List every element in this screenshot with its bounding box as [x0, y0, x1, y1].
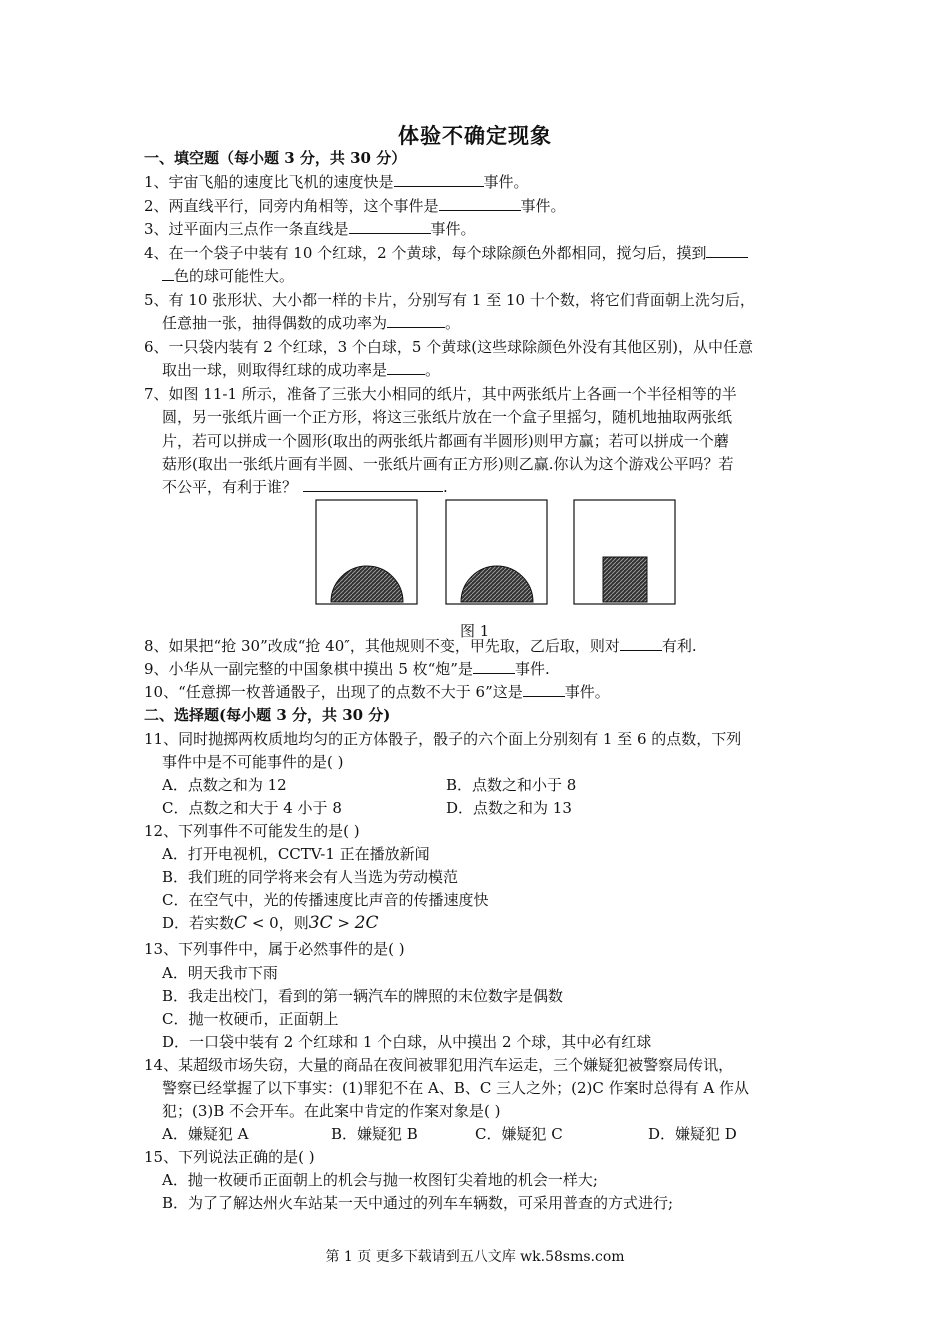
option-d[interactable]: D．点数之和为 13: [446, 799, 572, 817]
option-b[interactable]: B．为了了解达州火车站某一天中通过的列车车辆数，可采用普查的方式进行;: [162, 1194, 674, 1212]
option-a[interactable]: A．明天我市下雨: [162, 964, 278, 982]
question-9: 9、小华从一副完整的中国象棋中摸出 5 枚“炮”是 事件.: [144, 660, 550, 678]
question-3: 3、过平面内三点作一条直线是 事件。: [144, 220, 476, 238]
question-5-cont: 任意抽一张，抽得偶数的成功率为 。: [162, 314, 461, 332]
answer-blank[interactable]: [349, 219, 431, 234]
option-a[interactable]: A．打开电视机，CCTV-1 正在播放新闻: [162, 845, 430, 863]
question-12: 12、下列事件不可能发生的是( ): [144, 822, 360, 840]
question-7-line3: 片，若可以拼成一个圆形(取出的两张纸片都画有半圆形)则甲方赢；若可以拼成一个蘑: [162, 432, 729, 450]
question-13: 13、下列事件中，属于必然事件的是( ): [144, 940, 405, 958]
option-c[interactable]: C．点数之和大于 4 小于 8: [162, 799, 342, 817]
option-c[interactable]: C．嫌疑犯 C: [475, 1125, 563, 1143]
option-d[interactable]: D．若实数C < 0，则3C > 2C: [162, 913, 379, 933]
option-d[interactable]: D．一口袋中装有 2 个红球和 1 个白球，从中摸出 2 个球，其中必有红球: [162, 1033, 652, 1051]
option-c[interactable]: C．在空气中，光的传播速度比声音的传播速度快: [162, 891, 489, 909]
question-5: 5、有 10 张形状、大小都一样的卡片，分别写有 1 至 10 十个数，将它们背面朝上洗匀后，: [144, 291, 755, 309]
question-14-line3: 犯；(3)B 不会开车。在此案中肯定的作案对象是( ): [162, 1102, 501, 1120]
answer-blank[interactable]: [387, 360, 425, 375]
question-7-line5: 不公平，有利于谁？ .: [162, 478, 448, 496]
question-10: 10、“任意掷一枚普通骰子，出现了的点数不大于 6”这是 事件。: [144, 683, 610, 701]
card-semicircle-1: [316, 500, 417, 604]
answer-blank[interactable]: [387, 313, 445, 328]
question-11-cont: 事件中是不可能事件的是( ): [162, 753, 344, 771]
question-6-cont: 取出一球，则取得红球的成功率是 。: [162, 361, 441, 379]
option-a[interactable]: A．点数之和为 12: [162, 776, 287, 794]
card-semicircle-2: [446, 500, 547, 604]
answer-blank[interactable]: [394, 172, 484, 187]
question-1: 1、宇宙飞船的速度比飞机的速度快是 事件。: [144, 173, 529, 191]
card-square: [574, 500, 675, 604]
question-4: 4、在一个袋子中装有 10 个红球，2 个黄球，每个球除颜色外都相同，搅匀后，摸到: [144, 243, 748, 263]
question-7-line2: 圆，另一张纸片画一个正方形，将这三张纸片放在一个盒子里摇匀，随机地抽取两张纸: [162, 408, 733, 426]
question-14: 14、某超级市场失窃，大量的商品在夜间被罪犯用汽车运走，三个嫌疑犯被警察局传讯，: [144, 1056, 734, 1074]
option-d[interactable]: D．嫌疑犯 D: [648, 1125, 737, 1143]
question-7: 7、如图 11-1 所示，准备了三张大小相同的纸片，其中两张纸片上各画一个半径相等的半: [144, 385, 737, 403]
question-2: 2、两直线平行，同旁内角相等，这个事件是 事件。: [144, 197, 566, 215]
figure-caption: 图 1: [460, 622, 490, 640]
answer-blank[interactable]: [303, 477, 443, 492]
option-a[interactable]: A．抛一枚硬币正面朝上的机会与抛一枚图钉尖着地的机会一样大;: [162, 1171, 598, 1189]
answer-blank[interactable]: [706, 243, 748, 258]
page-title: 体验不确定现象: [398, 123, 552, 148]
option-b[interactable]: B．我走出校门，看到的第一辆汽车的牌照的末位数字是偶数: [162, 987, 564, 1005]
figure-paper-cards: [300, 498, 690, 610]
answer-blank[interactable]: [473, 659, 515, 674]
option-b[interactable]: B．点数之和小于 8: [446, 776, 577, 794]
answer-blank[interactable]: [620, 636, 662, 651]
question-6: 6、一只袋内装有 2 个红球，3 个白球，5 个黄球(这些球除颜色外没有其他区别)，从中任意: [144, 338, 753, 356]
option-a[interactable]: A．嫌疑犯 A: [162, 1125, 249, 1143]
section1-heading: 一、填空题（每小题 3 分，共 30 分）: [144, 149, 407, 167]
question-15: 15、下列说法正确的是( ): [144, 1148, 315, 1166]
option-b[interactable]: B．我们班的同学将来会有人当选为劳动模范: [162, 868, 459, 886]
question-4-cont: 色的球可能性大。: [162, 266, 294, 286]
section2-heading: 二、选择题(每小题 3 分，共 30 分): [144, 706, 391, 724]
page-footer: 第 1 页 更多下载请到五八文库 wk.58sms.com: [325, 1249, 625, 1265]
answer-blank[interactable]: [162, 266, 174, 281]
question-8: 8、如果把“抢 30”改成“抢 40″，其他规则不变，甲先取，乙后取，则对 有利.: [144, 637, 697, 655]
answer-blank[interactable]: [439, 196, 521, 211]
question-11: 11、同时抛掷两枚质地均匀的正方体骰子，骰子的六个面上分别刻有 1 至 6 的点数，下列: [144, 730, 742, 748]
question-7-line4: 菇形(取出一张纸片画有半圆、一张纸片画有正方形)则乙赢.你认为这个游戏公平吗？若: [162, 455, 734, 473]
option-b[interactable]: B．嫌疑犯 B: [331, 1125, 418, 1143]
question-14-line2: 警察已经掌握了以下事实：(1)罪犯不在 A、B、C 三人之外；(2)C 作案时总得有 A 作从: [162, 1079, 749, 1097]
option-c[interactable]: C．抛一枚硬币，正面朝上: [162, 1010, 339, 1028]
answer-blank[interactable]: [523, 682, 565, 697]
